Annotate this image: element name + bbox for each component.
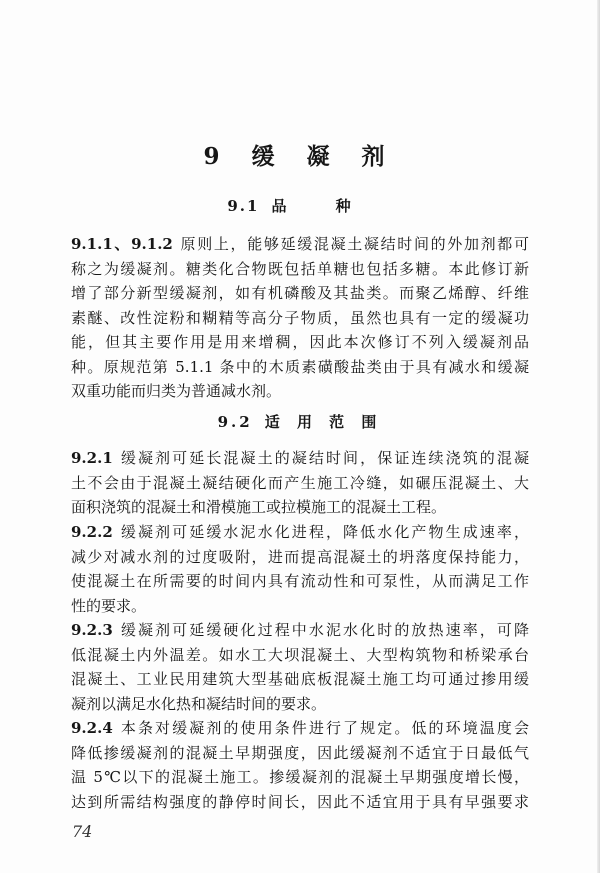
clause-line: 低混凝土内外温差。如水工大坝混凝土、大型构筑物和桥梁承台 [71, 645, 529, 664]
clause-line: 使混凝土在所需要的时间内具有流动性和可泵性，从而满足工作 [71, 572, 529, 590]
clause-9-2-1 [71, 446, 529, 520]
clause-9-2-2 [71, 520, 529, 618]
clause-text: 本条对缓凝剂的使用条件进行了规定。低的环境温度会 [118, 719, 529, 737]
clause-number: 9.2.1 [71, 449, 113, 467]
clause-line [71, 446, 529, 471]
chapter-title: 9 缓 凝 剂 [203, 143, 397, 170]
clause-line: 称之为缓凝剂。糖类化合物既包括单糖也包括多糖。本此修订新 [71, 259, 529, 278]
clause-9-2-4 [71, 716, 529, 814]
clause-text: 缓凝剂可延缓硬化过程中水泥水化时的放热速率，可降 [118, 621, 529, 639]
clause-9-1-1 [71, 232, 529, 404]
clause-line: 素醚、改性淀粉和糊精等高分子物质，虽然也具有一定的缓凝功 [71, 308, 529, 327]
clause-number: 9.2.3 [71, 621, 113, 639]
clause-line: 种。原规范第 5.1.1 条中的木质素磺酸盐类由于具有减水和缓凝 [71, 357, 529, 376]
clause-line [71, 618, 529, 643]
page-number: 74 [72, 822, 93, 841]
section-number: 9.1 [227, 197, 260, 215]
clause-text: 缓凝剂可延缓水泥水化进程，降低水化产物生成速率， [118, 523, 529, 541]
clause-9-2-3 [71, 618, 529, 716]
section-heading-9-1 [0, 196, 600, 216]
clause-line: 增了部分新型缓凝剂，如有机磷酸及其盐类。而聚乙烯醇、纤维 [71, 284, 529, 302]
clause-line [71, 232, 529, 257]
section-heading-9-2 [0, 412, 600, 432]
clause-line [71, 716, 529, 741]
clause-line: 减少对减水剂的过度吸附，进而提高混凝土的坍落度保持能力， [71, 547, 529, 566]
clause-line: 温 5℃以下的混凝土施工。掺缓凝剂的混凝土早期强度增长慢， [71, 768, 529, 786]
section-title-text: 品 种 [271, 197, 373, 215]
section-title-text: 适 用 范 围 [264, 413, 383, 431]
clause-line: 达到所需结构强度的静停时间长，因此不适宜用于具有早强要求 [71, 792, 529, 811]
clause-line: 双重功能而归类为普通减水剂。 [71, 382, 282, 400]
clause-line: 土不会由于混凝土凝结硬化而产生施工冷缝，如碾压混凝土、大 [71, 473, 529, 492]
clause-line: 能，但其主要作用是用来增稠，因此本次修订不列入缓凝剂品 [71, 333, 529, 351]
clause-line: 面积浇筑的混凝土和滑模施工或拉模施工的混凝土工程。 [71, 498, 447, 516]
clause-number: 9.2.4 [71, 719, 113, 737]
clause-number: 9.1.1、9.1.2 [71, 235, 173, 253]
clause-line: 凝剂以满足水化热和凝结时间的要求。 [71, 694, 327, 713]
clause-line: 混凝土、工业民用建筑大型基础底板混凝土施工均可通过掺用缓 [71, 670, 529, 688]
clause-number: 9.2.2 [71, 523, 113, 541]
clause-line: 降低掺缓凝剂的混凝土早期强度，因此缓凝剂不适宜于日最低气 [71, 743, 529, 762]
clause-line: 性的要求。 [71, 596, 147, 615]
section-number: 9.2 [217, 413, 253, 431]
clause-text: 原则上，能够延缓混凝土凝结时间的外加剂都可 [178, 235, 529, 253]
clause-line [71, 520, 529, 545]
clause-text: 缓凝剂可延长混凝土的凝结时间，保证连续浇筑的混凝 [118, 449, 529, 467]
